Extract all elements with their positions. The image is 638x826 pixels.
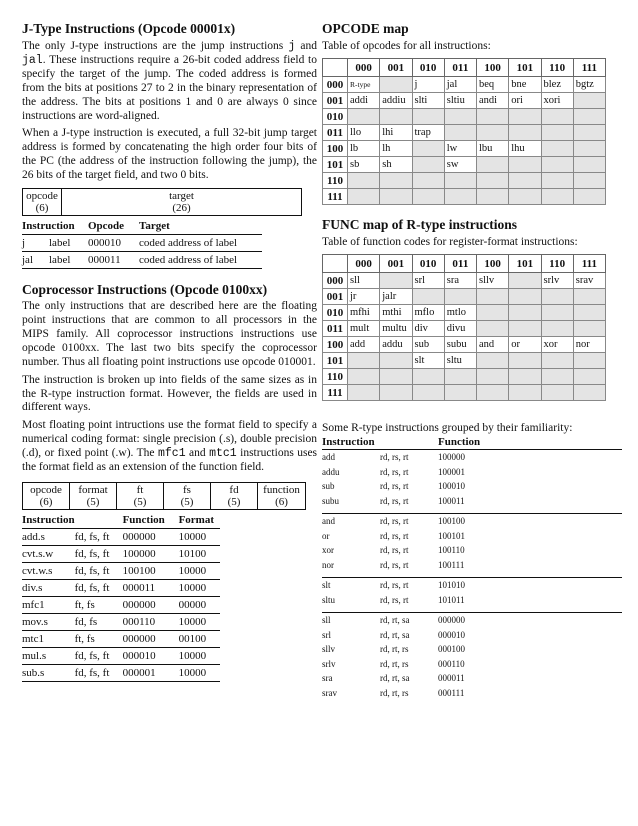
grid-cell bbox=[573, 157, 605, 173]
table-row: srlv rd, rt, rs 000110 bbox=[322, 658, 465, 669]
grid-cell bbox=[477, 305, 509, 321]
grid-cell bbox=[444, 125, 476, 141]
grid-cell bbox=[380, 189, 412, 205]
grid-row bbox=[323, 273, 606, 289]
grid-cell: slti bbox=[412, 93, 444, 109]
grid-cell bbox=[444, 385, 476, 401]
col-target: Target bbox=[139, 220, 170, 233]
rtype-instruction-table bbox=[322, 435, 622, 700]
grid-cell: sh bbox=[380, 157, 412, 173]
table-row: sub.s fd, fs, ft 000001 10000 bbox=[22, 664, 220, 681]
table-row: xor rd, rs, rt 100110 bbox=[322, 545, 465, 555]
table-row: mtc1 ft, fs 000000 00100 bbox=[22, 630, 220, 647]
grid-cell bbox=[573, 305, 605, 321]
column-header: 011 bbox=[444, 255, 476, 273]
fp-instruction-table bbox=[22, 513, 220, 682]
grid-cell bbox=[444, 369, 476, 385]
col-instruction: Instruction bbox=[322, 435, 380, 450]
grid-cell bbox=[348, 369, 380, 385]
column-header: 000 bbox=[348, 255, 380, 273]
table-row: srav rd, rt, rs 000111 bbox=[322, 687, 465, 698]
grid-cell: jr bbox=[348, 289, 380, 305]
jtype-format-diagram bbox=[22, 188, 302, 216]
grid-cell bbox=[573, 125, 605, 141]
row-header: 111 bbox=[323, 189, 348, 205]
column-header: 000 bbox=[348, 59, 380, 77]
row-header: 001 bbox=[323, 93, 348, 109]
row-header: 010 bbox=[323, 305, 348, 321]
jtype-paragraph-2: When a J-type instruction is executed, a full 32-bit jump target address is formed by concatenating the high order four bits of the PC (the address of the instruction following the jump), the 26 bits of the target field, and two 0 bits. bbox=[22, 127, 317, 182]
row-header: 100 bbox=[323, 337, 348, 353]
grid-cell bbox=[444, 289, 476, 305]
grid-cell: addu bbox=[380, 337, 412, 353]
column-header: 100 bbox=[477, 255, 509, 273]
row-header: 011 bbox=[323, 125, 348, 141]
row-header: 101 bbox=[323, 157, 348, 173]
row-header: 010 bbox=[323, 109, 348, 125]
column-header: 001 bbox=[380, 255, 412, 273]
grid-row bbox=[323, 369, 606, 385]
coproc-heading: Coprocessor Instructions (Opcode 0100xx) bbox=[22, 282, 268, 298]
grid-cell bbox=[380, 109, 412, 125]
grid-cell: subu bbox=[444, 337, 476, 353]
col-opcode: Opcode bbox=[88, 220, 125, 233]
coproc-paragraph-2: The instruction is broken up into fields of the same sizes as in the R-type instruction format. However, the fields are used in different ways. bbox=[22, 373, 317, 414]
grid-cell bbox=[348, 189, 380, 205]
grid-row bbox=[323, 337, 606, 353]
coproc-paragraph-3: Most floating point intructions use the format field to specify a numerical coding format: single precision (.s), double precision (.d), or fixed point (.w). The mfc1 and mtc1 instructions uses the format field as an extension of the function field. bbox=[22, 419, 318, 474]
column-header: 001 bbox=[380, 59, 412, 77]
grid-cell: and bbox=[477, 337, 509, 353]
grid-row bbox=[323, 189, 606, 205]
grid-cell bbox=[573, 189, 605, 205]
table-row: sra rd, rt, sa 000011 bbox=[322, 673, 465, 683]
table-row: nor rd, rs, rt 100111 bbox=[322, 559, 465, 570]
grid-cell: sra bbox=[444, 273, 476, 289]
grid-cell: j bbox=[412, 77, 444, 93]
table-row: or rd, rs, rt 100101 bbox=[322, 530, 465, 541]
grid-cell: sb bbox=[348, 157, 380, 173]
grid-cell: andi bbox=[477, 93, 509, 109]
grid-cell: srlv bbox=[541, 273, 573, 289]
grid-cell: jalr bbox=[380, 289, 412, 305]
grid-cell bbox=[573, 321, 605, 337]
grid-cell: addiu bbox=[380, 93, 412, 109]
left-column bbox=[22, 0, 317, 682]
col-format: Format bbox=[178, 513, 214, 526]
column-header: 111 bbox=[573, 59, 605, 77]
format-field-opcode: opcode (6) bbox=[23, 189, 62, 216]
grid-cell: add bbox=[348, 337, 380, 353]
grid-cell bbox=[380, 77, 412, 93]
grid-cell bbox=[380, 173, 412, 189]
grid-row bbox=[323, 173, 606, 189]
table-row: jal label 000011 coded address of label bbox=[22, 252, 262, 269]
grid-cell bbox=[477, 385, 509, 401]
grid-cell bbox=[477, 321, 509, 337]
table-row: add.s fd, fs, ft 000000 10000 bbox=[22, 528, 220, 545]
grid-cell bbox=[444, 189, 476, 205]
grid-cell bbox=[348, 385, 380, 401]
table-row: j label 000010 coded address of label bbox=[22, 235, 262, 252]
grid-cell bbox=[380, 273, 412, 289]
grid-cell bbox=[348, 109, 380, 125]
grid-cell bbox=[541, 125, 573, 141]
grid-cell: sll bbox=[348, 273, 380, 289]
column-header: 111 bbox=[573, 255, 605, 273]
grid-row bbox=[323, 109, 606, 125]
table-row: sltu rd, rs, rt 101011 bbox=[322, 594, 465, 605]
opcode-map-subtitle: Table of opcodes for all instructions: bbox=[322, 40, 491, 52]
grid-cell bbox=[380, 353, 412, 369]
grid-cell bbox=[509, 353, 541, 369]
grid-cell bbox=[573, 353, 605, 369]
coproc-format-diagram bbox=[22, 482, 306, 510]
grid-row bbox=[323, 289, 606, 305]
grid-cell bbox=[509, 273, 541, 289]
table-row: srl rd, rt, sa 000010 bbox=[322, 629, 465, 640]
grid-cell bbox=[573, 141, 605, 157]
grid-cell bbox=[573, 289, 605, 305]
grid-row bbox=[323, 305, 606, 321]
table-row: cvt.w.s fd, fs, ft 100100 10000 bbox=[22, 562, 220, 579]
table-row: addu rd, rs, rt 100001 bbox=[322, 466, 465, 477]
func-map-heading: FUNC map of R-type instructions bbox=[322, 217, 517, 232]
column-header: 110 bbox=[541, 255, 573, 273]
row-header: 101 bbox=[323, 353, 348, 369]
table-row: sll rd, rt, sa 000000 bbox=[322, 613, 622, 628]
grid-cell bbox=[380, 385, 412, 401]
code-j: j bbox=[288, 40, 296, 53]
grid-cell bbox=[509, 305, 541, 321]
grid-cell: mtlo bbox=[444, 305, 476, 321]
column-header: 010 bbox=[412, 255, 444, 273]
grid-cell: llo bbox=[348, 125, 380, 141]
grid-cell: sub bbox=[412, 337, 444, 353]
format-field-opcode: opcode (6) bbox=[23, 482, 70, 509]
grid-cell: multu bbox=[380, 321, 412, 337]
grid-cell bbox=[509, 173, 541, 189]
grid-cell bbox=[541, 321, 573, 337]
jtype-paragraph-1: The only J-type instructions are the jump instructions j and jal. These instructions require a 26-bit coded address field to specify the target of the jump. The coded address is formed from the bits at positions 27 to 2 in the binary representation of the address. The bits at positions 1 and 0 are always 0 since instructions are word-aligned. bbox=[22, 40, 317, 122]
coproc-paragraph-1: The only instructions that are described here are the floating point instructions that are common to all processors in the MIPS family. All coprocessor instructions instructions use opcode 0100xx. The last two bits specify the coprocessor number. Thus all floating point instructions use opcode 010001. bbox=[22, 300, 317, 368]
grid-cell bbox=[477, 173, 509, 189]
grid-cell: beq bbox=[477, 77, 509, 93]
grid-cell bbox=[541, 353, 573, 369]
grid-row bbox=[323, 321, 606, 337]
jtype-heading: J-Type Instructions (Opcode 00001x) bbox=[22, 21, 236, 36]
column-header: 010 bbox=[412, 59, 444, 77]
row-header: 110 bbox=[323, 369, 348, 385]
grid-cell: mult bbox=[348, 321, 380, 337]
grid-cell: sltu bbox=[444, 353, 476, 369]
grid-cell: ori bbox=[509, 93, 541, 109]
grid-cell bbox=[541, 305, 573, 321]
grid-cell: trap bbox=[412, 125, 444, 141]
column-header: 100 bbox=[477, 59, 509, 77]
row-header: 000 bbox=[323, 273, 348, 289]
func-map-subtitle: Table of function codes for register-format instructions: bbox=[322, 236, 578, 248]
table-row: div.s fd, fs, ft 000011 10000 bbox=[22, 579, 220, 596]
row-header: 001 bbox=[323, 289, 348, 305]
grid-cell: div bbox=[412, 321, 444, 337]
grid-row bbox=[323, 125, 606, 141]
grid-cell: or bbox=[509, 337, 541, 353]
grid-cell bbox=[573, 173, 605, 189]
grid-cell bbox=[573, 109, 605, 125]
grid-cell bbox=[509, 385, 541, 401]
table-row: subu rd, rs, rt 100011 bbox=[322, 495, 465, 506]
grid-cell: lbu bbox=[477, 141, 509, 157]
grid-cell bbox=[412, 173, 444, 189]
table-row: cvt.s.w fd, fs, ft 100000 10100 bbox=[22, 545, 220, 562]
grid-row bbox=[323, 93, 606, 109]
grid-cell: lb bbox=[348, 141, 380, 157]
col-function: Function bbox=[122, 513, 165, 526]
grid-cell bbox=[477, 369, 509, 385]
jtype-instruction-table bbox=[22, 219, 262, 269]
code-mfc1: mfc1 bbox=[157, 447, 186, 461]
table-row: add rd, rs, rt 100000 bbox=[322, 452, 465, 462]
opcode-map-table bbox=[322, 58, 606, 205]
grid-cell bbox=[509, 189, 541, 205]
grid-cell bbox=[509, 125, 541, 141]
grid-cell bbox=[477, 125, 509, 141]
grid-row bbox=[323, 353, 606, 369]
grid-cell bbox=[541, 289, 573, 305]
row-header: 000 bbox=[323, 77, 348, 93]
grid-cell bbox=[380, 369, 412, 385]
grid-row bbox=[323, 157, 606, 173]
column-header: 011 bbox=[444, 59, 476, 77]
grid-cell bbox=[477, 157, 509, 173]
grid-cell bbox=[541, 369, 573, 385]
grid-cell bbox=[541, 385, 573, 401]
grid-cell bbox=[412, 109, 444, 125]
grid-cell bbox=[412, 189, 444, 205]
grid-cell: blez bbox=[541, 77, 573, 93]
grid-cell bbox=[573, 369, 605, 385]
grid-cell: bgtz bbox=[573, 77, 605, 93]
grid-cell bbox=[444, 109, 476, 125]
grid-cell bbox=[477, 353, 509, 369]
table-row: slt rd, rs, rt 101010 bbox=[322, 578, 622, 593]
grid-cell bbox=[509, 321, 541, 337]
grid-row bbox=[323, 77, 606, 93]
grid-cell: lhu bbox=[509, 141, 541, 157]
col-instruction: Instruction bbox=[22, 220, 75, 233]
grid-cell bbox=[541, 109, 573, 125]
grid-cell bbox=[412, 157, 444, 173]
grid-cell bbox=[573, 93, 605, 109]
grid-cell: lw bbox=[444, 141, 476, 157]
grid-row bbox=[323, 141, 606, 157]
grid-cell bbox=[348, 353, 380, 369]
grid-cell: R-type bbox=[348, 77, 380, 93]
grid-row bbox=[323, 385, 606, 401]
grid-cell bbox=[477, 189, 509, 205]
grid-cell bbox=[412, 385, 444, 401]
grid-cell bbox=[412, 369, 444, 385]
grid-cell bbox=[541, 141, 573, 157]
grid-cell: srav bbox=[573, 273, 605, 289]
grid-cell: slt bbox=[412, 353, 444, 369]
grid-cell: mthi bbox=[380, 305, 412, 321]
grid-cell: jal bbox=[444, 77, 476, 93]
table-row: mov.s fd, fs 000110 10000 bbox=[22, 613, 220, 630]
grid-cell bbox=[477, 109, 509, 125]
grid-cell: xori bbox=[541, 93, 573, 109]
table-row: sub rd, rs, rt 100010 bbox=[322, 481, 465, 491]
code-mtc1: mtc1 bbox=[209, 447, 237, 461]
right-column bbox=[322, 0, 622, 700]
format-field-format: format (5) bbox=[70, 482, 117, 509]
grid-cell bbox=[541, 189, 573, 205]
grid-cell bbox=[444, 173, 476, 189]
table-row: sllv rd, rt, rs 000100 bbox=[322, 644, 465, 654]
grid-cell bbox=[541, 157, 573, 173]
grid-cell: mflo bbox=[412, 305, 444, 321]
table-row: mfc1 ft, fs 000000 00000 bbox=[22, 596, 220, 613]
column-header: 101 bbox=[509, 59, 541, 77]
grid-cell: nor bbox=[573, 337, 605, 353]
format-field-function: function (6) bbox=[258, 482, 306, 509]
col-instruction: Instruction bbox=[22, 513, 75, 526]
table-row: mul.s fd, fs, ft 000010 10000 bbox=[22, 647, 220, 664]
grid-cell: mfhi bbox=[348, 305, 380, 321]
row-header: 110 bbox=[323, 173, 348, 189]
grid-cell bbox=[348, 173, 380, 189]
grid-cell: addi bbox=[348, 93, 380, 109]
grid-cell bbox=[509, 109, 541, 125]
row-header: 011 bbox=[323, 321, 348, 337]
grid-cell: lh bbox=[380, 141, 412, 157]
format-field-ft: ft (5) bbox=[117, 482, 164, 509]
col-function: Function bbox=[438, 435, 622, 450]
grid-cell bbox=[412, 141, 444, 157]
grid-cell: lhi bbox=[380, 125, 412, 141]
grid-cell bbox=[509, 157, 541, 173]
grid-cell bbox=[412, 289, 444, 305]
grid-cell: bne bbox=[509, 77, 541, 93]
grid-cell: sllv bbox=[477, 273, 509, 289]
grid-cell bbox=[509, 289, 541, 305]
grid-cell: xor bbox=[541, 337, 573, 353]
column-header: 110 bbox=[541, 59, 573, 77]
row-header: 100 bbox=[323, 141, 348, 157]
table-row: and rd, rs, rt 100100 bbox=[322, 514, 622, 529]
grid-cell bbox=[509, 369, 541, 385]
format-field-fs: fs (5) bbox=[164, 482, 211, 509]
grid-cell: divu bbox=[444, 321, 476, 337]
rtype-list-caption: Some R-type instructions grouped by their familiarity: bbox=[322, 422, 573, 434]
opcode-map-heading: OPCODE map bbox=[322, 21, 409, 36]
grid-cell bbox=[573, 385, 605, 401]
grid-cell: sw bbox=[444, 157, 476, 173]
func-map-table bbox=[322, 254, 606, 401]
row-header: 111 bbox=[323, 385, 348, 401]
grid-cell: sltiu bbox=[444, 93, 476, 109]
format-field-fd: fd (5) bbox=[211, 482, 258, 509]
grid-cell: srl bbox=[412, 273, 444, 289]
grid-cell bbox=[541, 173, 573, 189]
grid-cell bbox=[477, 289, 509, 305]
format-field-target: target (26) bbox=[62, 189, 302, 216]
code-jal: jal bbox=[22, 53, 43, 67]
column-header: 101 bbox=[509, 255, 541, 273]
